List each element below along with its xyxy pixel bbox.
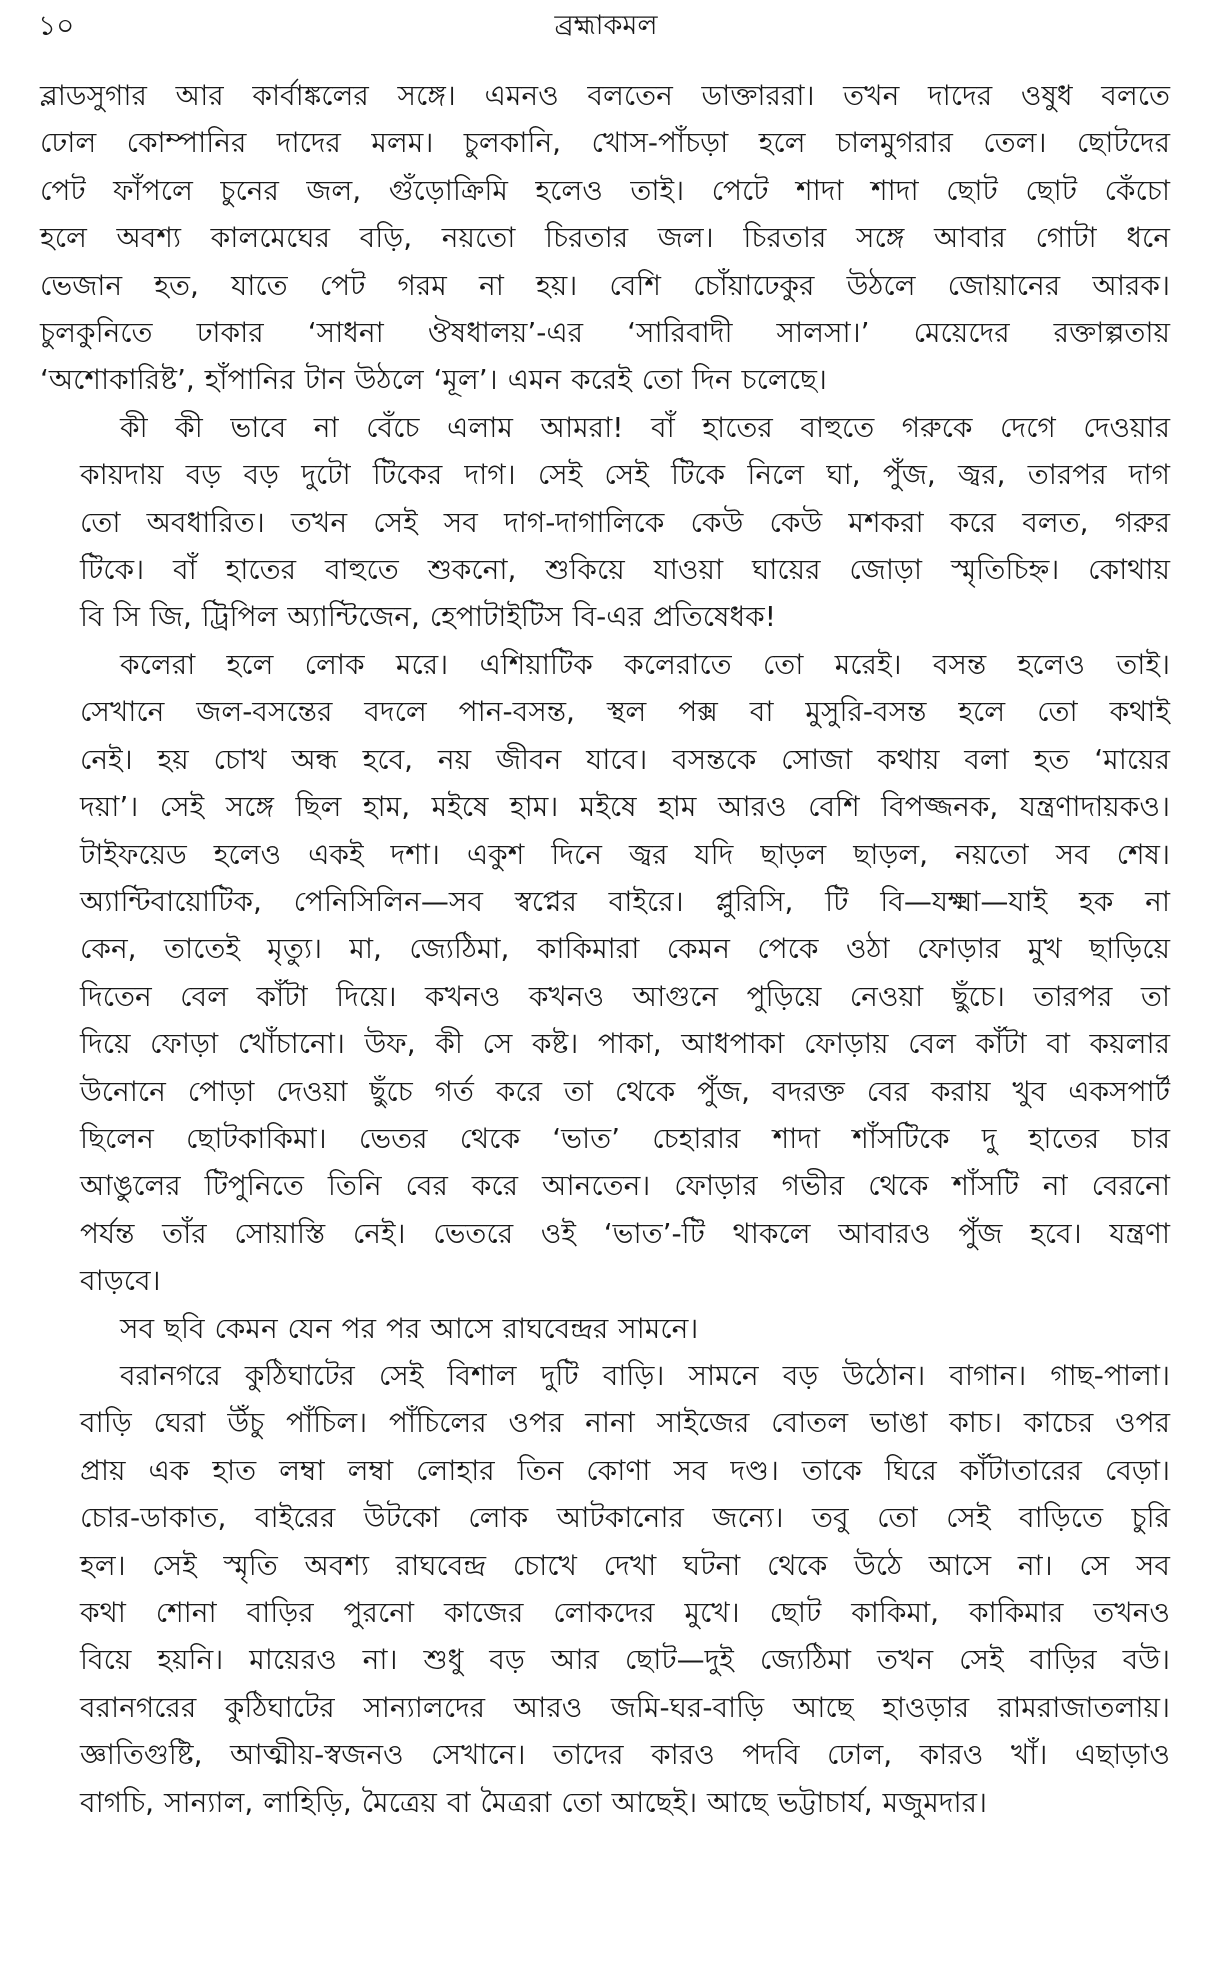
- text-line: কলেরা হলে লোক মরে। এশিয়াটিক কলেরাতে তো মরেই। বসন্ত হলেও তাই।: [120, 647, 1170, 681]
- paragraph: [40, 1352, 1170, 1826]
- text-line: কী কী ভাবে না বেঁচে এলাম আমরা! বাঁ হাতের বাহুতে গরুকে দেগে দেওয়ার: [120, 410, 1170, 444]
- text-line: পর্যন্ত তাঁর সোয়াস্তি নেই। ভেতরে ওই ‘ভাত’-টি থাকলে আবারও পুঁজ হবে। যন্ত্রণা: [80, 1216, 1170, 1250]
- page-number: ১০: [38, 9, 75, 42]
- text-line: বাড়বে।: [80, 1264, 161, 1298]
- text-line: দিতেন বেল কাঁটা দিয়ে। কখনও কখনও আগুনে পুড়িয়ে নেওয়া ছুঁচে। তারপর তা: [80, 979, 1170, 1013]
- text-line: হল। সেই স্মৃতি অবশ্য রাঘবেন্দ্র চোখে দেখা ঘটনা থেকে উঠে আসে না। সে সব: [80, 1548, 1170, 1582]
- text-line: তো অবধারিত। তখন সেই সব দাগ-দাগালিকে কেউ কেউ মশকরা করে বলত, গরুর: [80, 505, 1170, 539]
- text-line: বরানগরের কুঠিঘাটের সান্যালদের আরও জমি-ঘর-বাড়ি আছে হাওড়ার রামরাজাতলায়।: [80, 1690, 1170, 1724]
- paragraph: [40, 404, 1170, 641]
- text-line: ব্লাডসুগার আর কার্বাঙ্কলের সঙ্গে। এমনও বলতেন ডাক্তাররা। তখন দাদের ওষুধ বলতে: [40, 79, 1170, 112]
- text-line: বাগচি, সান্যাল, লাহিড়ি, মৈত্রেয় বা মৈত্ররা তো আছেই। আছে ভট্টাচার্য, মজুমদার।: [80, 1785, 987, 1819]
- running-title: ব্রহ্মাকমল: [554, 10, 658, 41]
- text-line: প্রায় এক হাত লম্বা লম্বা লোহার তিন কোণা সব দণ্ড। তাকে ঘিরে কাঁটাতারের বেড়া।: [80, 1453, 1170, 1487]
- text-line: চুলকুনিতে ঢাকার ‘সাধনা ঔষধালয়’-এর ‘সারিবাদী সালসা।’ মেয়েদের রক্তাল্পতায়: [40, 316, 1170, 350]
- text-line: বিয়ে হয়নি। মায়েরও না। শুধু বড় আর ছোট—দুই জ্যেঠিমা তখন সেই বাড়ির বউ।: [80, 1643, 1170, 1677]
- text-line: চোর-ডাকাত, বাইরের উটকো লোক আটকানোর জন্যে। তবু তো সেই বাড়িতে চুরি: [80, 1501, 1170, 1535]
- body-text: [40, 72, 1170, 1826]
- text-line: কায়দায় বড় বড় দুটো টিকের দাগ। সেই সেই টিকে নিলে ঘা, পুঁজ, জ্বর, তারপর দাগ: [80, 458, 1170, 492]
- text-line: ভেজান হত, যাতে পেট গরম না হয়। বেশি চোঁয়াঢেকুর উঠলে জোয়ানের আরক।: [40, 268, 1170, 302]
- text-line: উনোনে পোড়া দেওয়া ছুঁচে গর্ত করে তা থেকে পুঁজ, বদরক্ত বের করায় খুব একসপার্ট: [80, 1074, 1170, 1108]
- text-line: কথা শোনা বাড়ির পুরনো কাজের লোকদের মুখে। ছোট কাকিমা, কাকিমার তখনও: [80, 1596, 1170, 1629]
- text-line: জ্ঞাতিগুষ্টি, আত্মীয়-স্বজনও সেখানে। তাদের কারও পদবি ঢোল, কারও খাঁ। এছাড়াও: [80, 1738, 1170, 1772]
- text-line: সেখানে জল-বসন্তের বদলে পান-বসন্ত, স্থল পক্স বা মুসুরি-বসন্ত হলে তো কথাই: [80, 695, 1170, 729]
- text-line: দয়া’। সেই সঙ্গে ছিল হাম, মইষে হাম। মইষে হাম আরও বেশি বিপজ্জনক, যন্ত্রণাদায়কও।: [80, 790, 1170, 824]
- page-header: [38, 4, 1174, 48]
- text-line: দিয়ে ফোড়া খোঁচানো। উফ, কী সে কষ্ট। পাকা, আধপাকা ফোড়ায় বেল কাঁটা বা কয়লার: [80, 1027, 1170, 1061]
- text-line: টাইফয়েড হলেও একই দশা। একুশ দিনে জ্বর যদি ছাড়ল ছাড়ল, নয়তো সব শেষ।: [80, 837, 1170, 871]
- text-line: বরানগরে কুঠিঘাটের সেই বিশাল দুটি বাড়ি। সামনে বড় উঠোন। বাগান। গাছ-পালা।: [120, 1358, 1170, 1392]
- text-line: নেই। হয় চোখ অন্ধ হবে, নয় জীবন যাবে। বসন্তকে সোজা কথায় বলা হত ‘মায়ের: [80, 742, 1170, 776]
- text-line: বি সি জি, ট্রিপিল অ্যান্টিজেন, হেপাটাইটিস বি-এর প্রতিষেধক!: [80, 600, 776, 634]
- paragraph: [40, 1305, 1170, 1352]
- text-line: ‘অশোকারিষ্ট’, হাঁপানির টান উঠলে ‘মূল’। এমন করেই তো দিন চলেছে।: [40, 363, 827, 397]
- text-line: আঙুলের টিপুনিতে তিনি বের করে আনতেন। ফোড়ার গভীর থেকে শাঁসটি না বেরনো: [80, 1169, 1170, 1203]
- text-line: সব ছবি কেমন যেন পর পর আসে রাঘবেন্দ্রর সামনে।: [120, 1311, 699, 1345]
- paragraph: [40, 72, 1170, 404]
- text-line: ছিলেন ছোটকাকিমা। ভেতর থেকে ‘ভাত’ চেহারার শাদা শাঁসটিকে দু হাতের চার: [80, 1121, 1170, 1155]
- paragraph: [40, 641, 1170, 1305]
- text-line: পেট ফাঁপলে চুনের জল, গুঁড়োক্রিমি হলেও তাই। পেটে শাদা শাদা ছোট ছোট কেঁচো: [40, 173, 1170, 207]
- text-line: হলে অবশ্য কালমেঘের বড়ি, নয়তো চিরতার জল। চিরতার সঙ্গে আবার গোটা ধনে: [40, 221, 1170, 255]
- text-line: কেন, তাতেই মৃত্যু। মা, জ্যেঠিমা, কাকিমারা কেমন পেকে ওঠা ফোড়ার মুখ ছাড়িয়ে: [80, 932, 1170, 966]
- text-line: অ্যান্টিবায়োটিক, পেনিসিলিন—সব স্বপ্নের বাইরে। প্লুরিসি, টি বি—যক্ষ্মা—যাই হক না: [80, 884, 1170, 918]
- text-line: টিকে। বাঁ হাতের বাহুতে শুকনো, শুকিয়ে যাওয়া ঘায়ের জোড়া স্মৃতিচিহ্ন। কোথায়: [80, 553, 1170, 587]
- text-line: বাড়ি ঘেরা উঁচু পাঁচিল। পাঁচিলের ওপর নানা সাইজের বোতল ভাঙা কাচ। কাচের ওপর: [80, 1406, 1170, 1440]
- text-line: ঢোল কোম্পানির দাদের মলম। চুলকানি, খোস-পাঁচড়া হলে চালমুগরার তেল। ছোটদের: [40, 126, 1170, 160]
